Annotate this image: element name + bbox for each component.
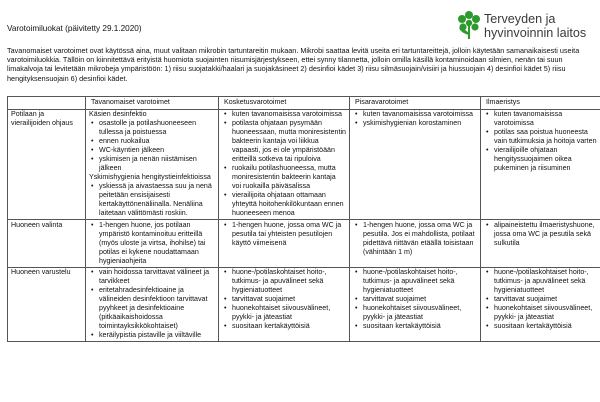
- table-row: [8, 267, 600, 342]
- list-item: • vain hoidossa tarvittavat välineet ja tarvikkeet: [99, 268, 215, 286]
- list-item: • huonekohtaiset siivousvälineet, pyykki- ja jäteastiat: [232, 304, 346, 322]
- bullet-list: [353, 221, 477, 257]
- list-item: • ennen ruokailua: [99, 137, 215, 146]
- logo-line-2: hyvinvoinnin laitos: [484, 26, 587, 41]
- list-item: • yskimishygienian korostaminen: [363, 119, 477, 128]
- table-cell: [219, 267, 350, 342]
- bullet-list: [89, 119, 215, 173]
- list-item: • alipaineistettu ilmaeristyshuone, jossa oma WC ja pesutila sekä sulkutila: [494, 221, 600, 248]
- table-cell: [481, 220, 600, 268]
- table-cell: [86, 267, 219, 342]
- table-cell: [350, 220, 481, 268]
- list-item: • 1-hengen huone, jos potilaan ympäristö kontaminoituu eritteillä (myös uloste ja virtsa, ihohilse) tai potilas ei kykene noudattamaan hygieniaohjeita: [99, 221, 215, 266]
- column-header: Pisaravarotoimet: [350, 97, 481, 110]
- list-item: • tarvittavat suojaimet: [494, 295, 600, 304]
- thl-flower-icon: [455, 9, 483, 41]
- list-item: • huonekohtaiset siivousvälineet, pyykki- ja jäteastiat: [494, 304, 600, 322]
- list-item: • eritetahradesinfektioaine ja välineiden desinfektioon tarvittavat pyyhkeet ja desinfektioaine (pitkäaikaishoidossa toimintayksikkökohtaiset): [99, 286, 215, 331]
- list-item: • huonekohtaiset siivousvälineet, pyykki- ja jäteastiat: [363, 304, 477, 322]
- list-item: • potilasta ohjataan pysymään huoneessaan, mutta moniresistentin bakteerin kantaja voi liikkua vapaasti, jos ei ole ympäristöään eritteillä sotkeva tai ripuloiva: [232, 119, 346, 164]
- column-header: Tavanomaiset varotoimet: [86, 97, 219, 110]
- precautions-table: [7, 96, 600, 342]
- table-cell: [350, 109, 481, 220]
- list-item: • huone-/potilaskohtaiset hoito-, tutkimus- ja apuvälineet sekä hygieniatuotteet: [494, 268, 600, 295]
- page-title: Varotoimiluokat (päivitetty 29.1.2020): [7, 24, 142, 33]
- list-item: • huone-/potilaskohtaiset hoito-, tutkimus- ja apuvälineet sekä hygieniatuotteet: [363, 268, 477, 295]
- list-item: • tarvittavat suojaimet: [363, 295, 477, 304]
- list-item: • tarvittavat suojaimet: [232, 295, 346, 304]
- list-item: • huone-/potilaskohtaiset hoito-, tutkimus- ja apuvälineet sekä hygieniatuotteet: [232, 268, 346, 295]
- cell-heading: Käsien desinfektio: [89, 110, 147, 118]
- table-cell: [219, 220, 350, 268]
- bullet-list: [484, 110, 600, 173]
- table-cell: [350, 267, 481, 342]
- logo-line-1: Terveyden ja: [484, 12, 556, 26]
- list-item: • kuten tavanomaisissa varotoimissa: [232, 110, 346, 119]
- list-item: • 1-hengen huone, jossa oma WC ja pesutila. Jos ei mahdollista, potilaat pidettävä riittävän etäällä toisistaan (vähintään 1 m): [363, 221, 477, 257]
- row-label: Huoneen valinta: [8, 220, 86, 268]
- list-item: • suositaan kertakäyttöisiä: [363, 322, 477, 331]
- bullet-list: [89, 221, 215, 266]
- column-header: Kosketusvarotoimet: [219, 97, 350, 110]
- bullet-list: [353, 268, 477, 331]
- list-item: • kuten tavanomaisissa varotoimissa: [363, 110, 477, 119]
- list-item: • osastolle ja potilashuoneeseen tullessa ja poistuessa: [99, 119, 215, 137]
- list-item: • vierailijoille ohjataan hengityssuojaimen oikea pukeminen ja riisuminen: [494, 146, 600, 173]
- table-cell: [219, 109, 350, 220]
- list-item: • ruokailu potilashuoneessa, mutta moniresistentin bakteerin kantaja voi ruokailla päiväsalissa: [232, 164, 346, 191]
- table-cell: [481, 267, 600, 342]
- thl-logo: [455, 9, 595, 47]
- bullet-list: [222, 221, 346, 248]
- table-cell: [481, 109, 600, 220]
- table-cell: [86, 109, 219, 220]
- list-item: • vierailijoita ohjataan ottamaan yhteyttä hoitohenkilökuntaan ennen huoneeseen menoa: [232, 191, 346, 218]
- list-item: • yskiessä ja aivastaessa suu ja nenä peitetään ensisijaisesti kertakäyttönenäliinalla. Nenäliina laitetaan välittömästi roskiin.: [99, 182, 215, 218]
- cell-subheading: Yskimishygienia hengitystieinfektioissa: [89, 173, 211, 181]
- list-item: • 1-hengen huone, jossa oma WC ja pesutila tai yhteisten pesutilojen käyttö viimeisenä: [232, 221, 346, 248]
- bullet-list: [353, 110, 477, 128]
- bullet-list: [484, 221, 600, 248]
- bullet-list: [89, 182, 215, 218]
- bullet-list: [222, 268, 346, 331]
- list-item: • suositaan kertakäyttöisiä: [232, 322, 346, 331]
- row-label: Huoneen varustelu: [8, 267, 86, 342]
- table-header-row: [8, 97, 600, 110]
- bullet-list: [484, 268, 600, 331]
- column-header: Ilmaeristys: [481, 97, 600, 110]
- intro-paragraph: Tavanomaiset varotoimet ovat käytössä aina, muut valitaan mikrobin tartuntareitin mukaan. Mikrobi saattaa levitä useita eri tartuntareittejä, jolloin käytetään samanaikaisesti useita varotoimiluokkia. Tällöin on kiinnitettävä erityistä huomiota suojainten riisumisjärjestykseen, ettei synny tilannetta, jolloin omilla käsillä kontaminoidaan silmien, nenän tai suun limakalvoja tai levitetään mikrobeja ympäristöön: 1) riisu suojatakki/haalari ja suojakäsineet 2) desinfioi kädet 3) riisu silmäsuojain/visiiri ja hiussuojain 4) desinfioi kädet 5) riisu hengityksensuojain 6) desinfioi kädet.: [7, 46, 580, 83]
- list-item: • kuten tavanomaisissa varotoimissa: [494, 110, 600, 128]
- table-row: [8, 109, 600, 220]
- list-item: • suositaan kertakäyttöisiä: [494, 322, 600, 331]
- row-label: Potilaan ja vierailijoiden ohjaus: [8, 109, 86, 220]
- list-item: • WC-käyntien jälkeen: [99, 146, 215, 155]
- column-header: [8, 97, 86, 110]
- table-row: [8, 220, 600, 268]
- list-item: • keräilypistia pistaville ja viiltäville: [99, 331, 215, 340]
- table-cell: [86, 220, 219, 268]
- bullet-list: [89, 268, 215, 340]
- list-item: • potilas saa poistua huoneesta vain tutkimuksia ja hoitoja varten: [494, 128, 600, 146]
- bullet-list: [222, 110, 346, 218]
- list-item: • yskimisen ja nenän niistämisen jälkeen: [99, 155, 215, 173]
